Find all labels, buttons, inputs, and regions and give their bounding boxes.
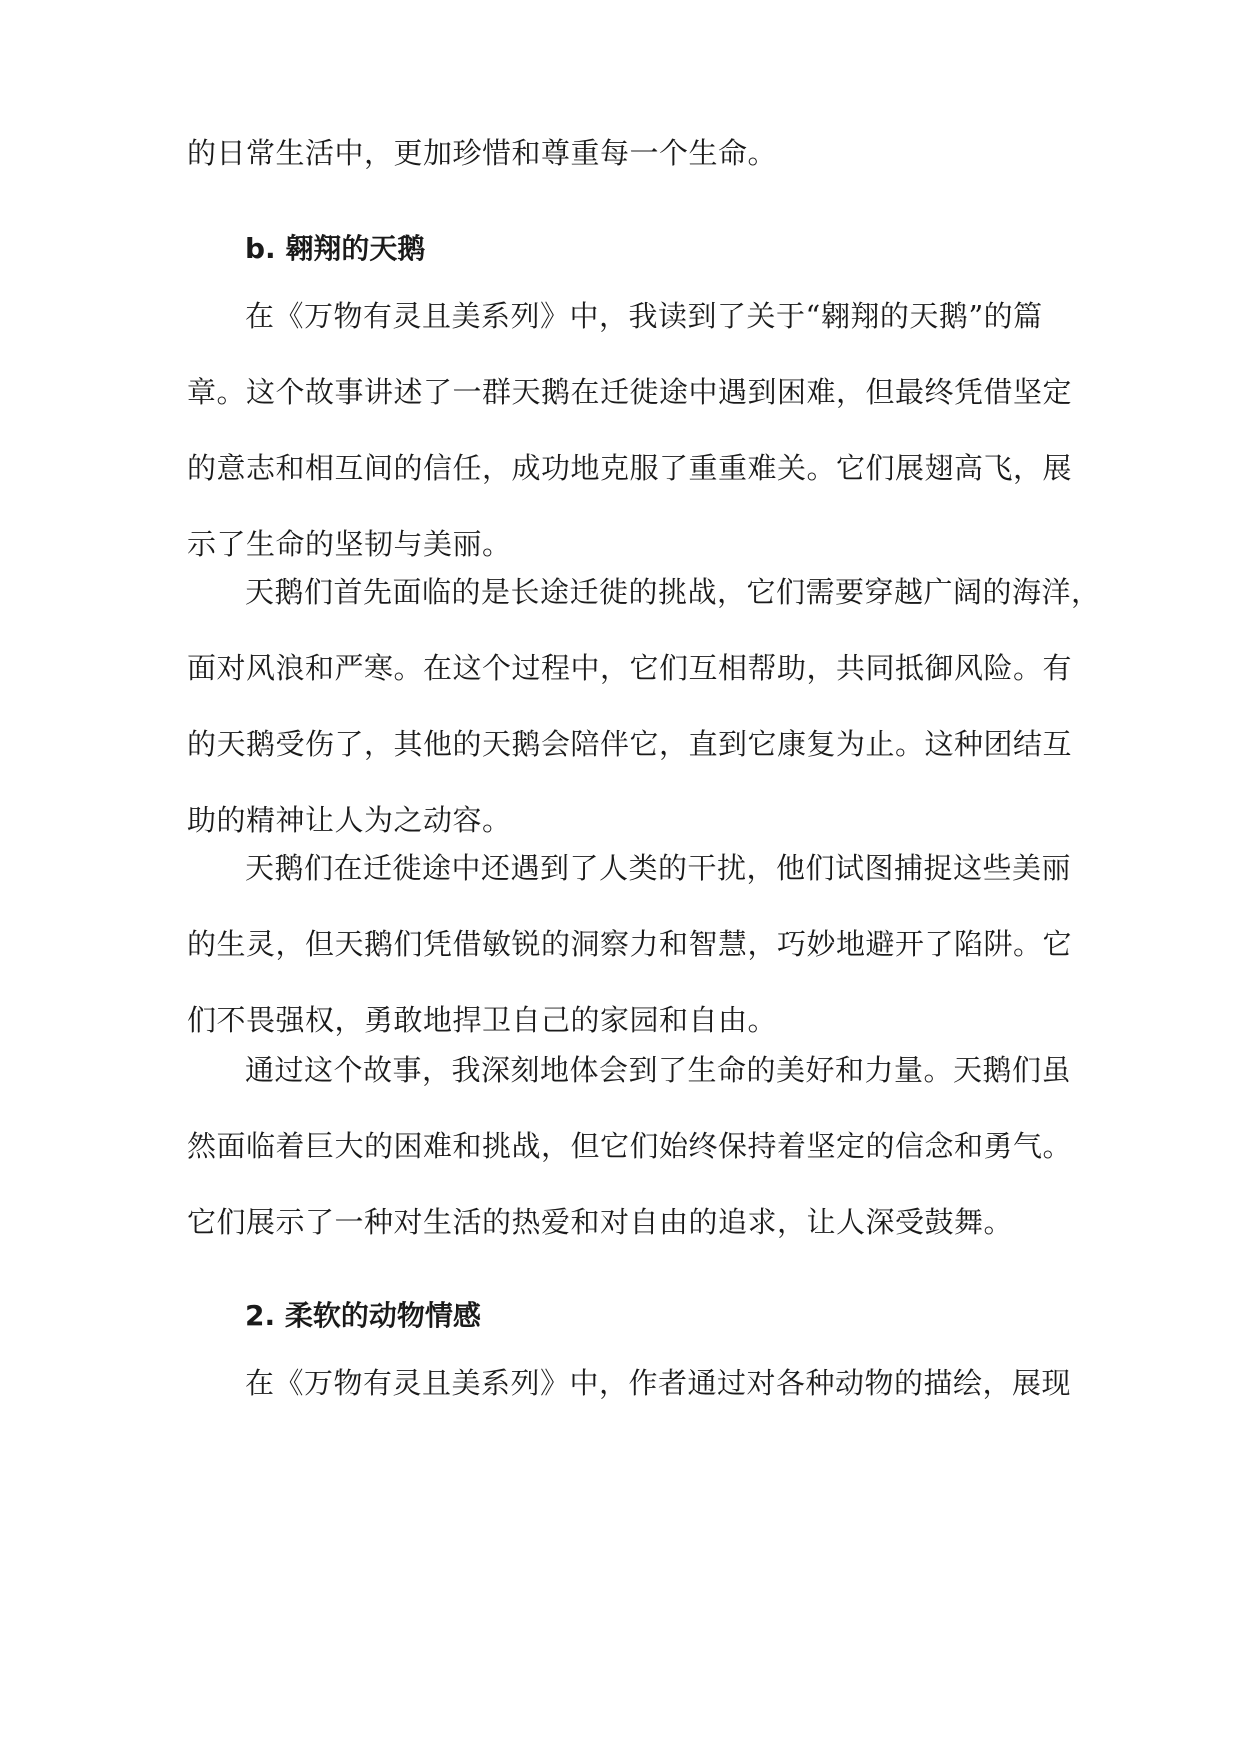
- paragraph-line: 助的精神让人为之动容。: [187, 803, 512, 837]
- paragraph-line: 然面临着巨大的困难和挑战，但它们始终保持着坚定的信念和勇气。: [187, 1129, 1073, 1163]
- paragraph-migration: [187, 554, 1101, 858]
- paragraph-line: 它们展示了一种对生活的热爱和对自由的追求，让人深受鼓舞。: [187, 1205, 1014, 1239]
- paragraph-line: 的天鹅受伤了，其他的天鹅会陪伴它，直到它康复为止。这种团结互: [187, 727, 1073, 761]
- section-heading-2: 2. 柔软的动物情感: [245, 1299, 481, 1332]
- paragraph-line: 面对风浪和严寒。在这个过程中，它们互相帮助，共同抵御风险。有: [187, 651, 1073, 685]
- paragraph-line: 通过这个故事，我深刻地体会到了生命的美好和力量。天鹅们虽: [245, 1053, 1072, 1087]
- paragraph-line: 的日常生活中，更加珍惜和尊重每一个生命。: [187, 136, 778, 170]
- paragraph-line: 的生灵，但天鹅们凭借敏锐的洞察力和智慧，巧妙地避开了陷阱。它: [187, 927, 1073, 961]
- paragraph-line: 示了生命的坚韧与美丽。: [187, 527, 512, 561]
- paragraph-swan-intro: [187, 278, 1073, 582]
- paragraph-line: 在《万物有灵且美系列》中，作者通过对各种动物的描绘，展现: [245, 1366, 1072, 1400]
- paragraph-line: 的意志和相互间的信任，成功地克服了重重难关。它们展翅高飞，展: [187, 451, 1073, 485]
- paragraph-reflection: [187, 1032, 1073, 1260]
- paragraph-line: 们不畏强权，勇敢地捍卫自己的家园和自由。: [187, 1003, 778, 1037]
- paragraph-line: 章。这个故事讲述了一群天鹅在迁徙途中遇到困难，但最终凭借坚定: [187, 375, 1073, 409]
- section-heading-b: b. 翱翔的天鹅: [245, 232, 426, 265]
- paragraph-line: 天鹅们首先面临的是长途迁徙的挑战，它们需要穿越广阔的海洋，: [245, 575, 1101, 609]
- paragraph-continuation: [187, 115, 1057, 191]
- paragraph-human-interference: [187, 830, 1073, 1058]
- paragraph-line: 天鹅们在迁徙途中还遇到了人类的干扰，他们试图捕捉这些美丽: [245, 851, 1072, 885]
- paragraph-animal-emotion: [187, 1345, 1072, 1421]
- paragraph-line: 在《万物有灵且美系列》中，我读到了关于“翱翔的天鹅”的篇: [245, 299, 1043, 333]
